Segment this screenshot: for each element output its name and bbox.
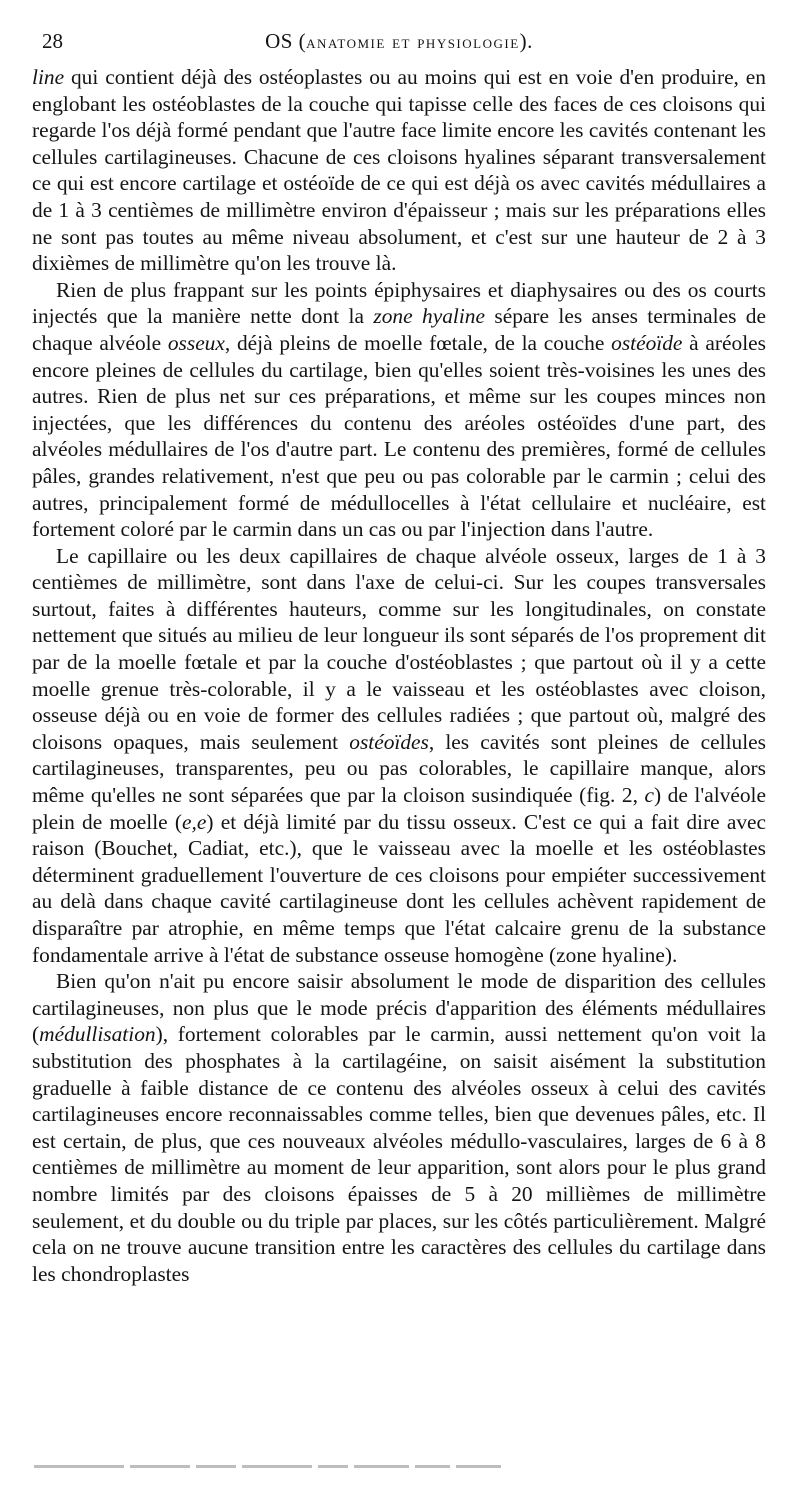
italic-text: e,e (182, 809, 207, 834)
text-run: qui contient déjà des ostéoplastes ou au moins qui est en voie d'en produire, en englobant les ostéoblastes de la couche qui tapisse celle des faces de ces cloisons qui regarde l'os déjà formé pendant que l'autre face limite encore les cavités contenant les cellules cartilagineuses. Chacune de ces cloisons hyalines séparant transversalement ce qui est encore cartilage et ostéoïde de ce qui est déjà os avec cavités médullaires a de 1 à 3 centièmes de millimètre environ d'épaisseur ; mais sur les préparations elles ne sont pas toutes au même niveau absolument, et c'est sur une hauteur de 2 à 3 dixièmes de millimètre qu'on les trouve là. (32, 65, 766, 276)
text-run: ), fortement colorables par le carmin, aussi nettement qu'on voit la substitution des phosphates à la cartilagéine, on saisit aisément la substitution graduelle à faible distance de ce contenu des alvéoles osseux à celui des cavités cartilagineuses encore reconnaissables comme telles, bien que devenues pâles, etc. Il est certain, de plus, que ces nouveaux alvéoles médullo-vasculaires, larges de 6 à 8 centièmes de millimètre au moment de leur apparition, sont alors pour le plus grand nombre limités par des cloisons épaisses de 5 à 20 millièmes de millimètre seulement, et du double ou du triple par places, sur les côtés particulièrement. Malgré cela on ne trouve aucune transition entre les caractères des cellules du cartilage dans les chondroplastes (32, 1022, 766, 1286)
page-number: 28 (42, 29, 63, 53)
text-run: , les cavités sont pleines de cellules cartilagineuses, transparentes, peu ou pas colorables, le capillaire manque, alors même qu'elles ne sont séparées que par la cloison susindiquée (fig. 2, (32, 729, 766, 808)
text-run: Rien de plus frappant sur les points épiphysaires et diaphysaires ou des os courts injectés que la manière nette dont la (32, 277, 766, 329)
italic-text: ostéoïdes (349, 729, 429, 754)
italic-text: line (32, 65, 65, 89)
text-run: Bien qu'on n'ait pu encore saisir absolument le mode de disparition des cellules cartilagineuses, non plus que le mode précis d'apparition des éléments médullaires ( (32, 969, 766, 1047)
text-run: ) de l'alvéole plein de moelle ( (32, 783, 766, 834)
text-run: à aréoles encore pleines de cellules du cartilage, bien qu'elles soient très-voisines les unes des autres. Rien de plus net sur ces préparations, et même sur les coupes minces non injectées, que les différences du contenu des aréoles ostéoïdes d'une part, des alvéoles médullaires de l'os d'autre part. Le contenu des premières, formé de cellules pâles, grandes relativement, n'est que peu ou pas colorable par le carmin ; celui des autres, principalement formé de médullocelles à l'état cellulaire et nucléaire, est fortement coloré par le carmin dans un cas ou par l'injection dans l'autre. (32, 330, 766, 542)
paragraph (32, 64, 766, 277)
text-run: , déjà pleins de moelle fœtale, de la couche (224, 330, 612, 355)
text-run: sépare les anses terminales de chaque alvéole (32, 304, 766, 355)
running-title (32, 26, 766, 58)
paragraph (32, 543, 766, 969)
paragraph (32, 968, 766, 1287)
running-title-prefix: OS ( (265, 29, 307, 53)
italic-text: c (644, 783, 654, 808)
paragraph (32, 277, 766, 543)
italic-text: médullisation (39, 1022, 156, 1047)
italic-text: ostéoïde (611, 330, 683, 355)
text-run: ) et déjà limité par du tissu osseux. C'est ce qui a fait dire avec raison (Bouchet, Cadiat, etc.), que le vaisseau avec la moelle et les ostéoblastes déterminent graduellement l'ouverture de ces cloisons pour empiéter successivement au delà dans chaque cavité cartilagineuse dont les cellules achèvent rapidement de disparaître par atrophie, en même temps que l'état calcaire grenu de la substance fondamentale arrive à l'état de substance osseuse homogène (zone hyaline). (32, 809, 767, 967)
italic-text: osseux (167, 330, 225, 355)
running-head (32, 26, 766, 56)
italic-text: zone hyaline (373, 304, 485, 329)
running-title-suffix: ). (519, 29, 533, 53)
text-run: Le capillaire ou les deux capillaires de chaque alvéole osseux, larges de 1 à 3 centièmes de millimètre, sont dans l'axe de celui-ci. Sur les coupes transversales surtout, faites à différentes hauteurs, comme sur les longitudinales, on constate nettement que situés au milieu de leur longueur ils sont séparés de l'os proprement dit par de la moelle fœtale et par la couche d'ostéoblastes ; que partout où il y a cette moelle grenue très-colorable, il y a le vaisseau et les ostéoblastes avec cloison, osseuse déjà ou en voie de former des cellules radiées ; que partout où, malgré des cloisons opaques, mais seulement (32, 543, 766, 754)
running-title-smallcaps: anatomie et physiologie (306, 32, 520, 53)
body-text (32, 64, 766, 1287)
bleed-through-footer (34, 1462, 554, 1468)
